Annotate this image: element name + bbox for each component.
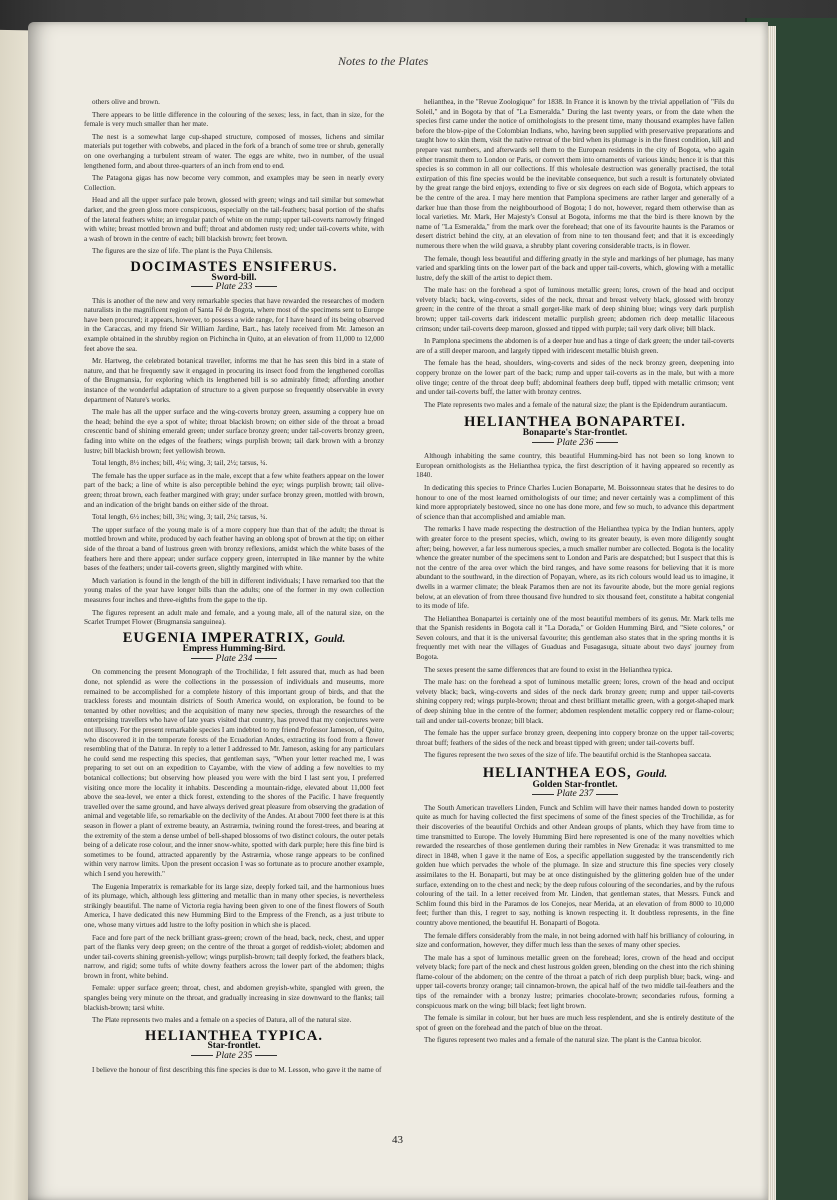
docimastes-heading (84, 258, 384, 293)
paragraph: The South American travellers Linden, Funck and Schlim will have their names handed down to posterity quite as much for having collected the first specimens of some of the finest species of the Trochilidæ, as for their discoveries of the beautiful Orchids and other Andean groups of plants, which they have from time to time transmitted to Europe. The lovely Humming Bird here represented is one of the many novelties which rewarded the researches of those gentlemen during their rambles in New Grenada: it was transmitted to me direct in 1848, when I gave it the name of Eos, a specific appellation suggested by the transcendently rich golden hue which pervades the whole of the plumage. In size and structure this fine species very closely assimilates to the H. Bonaparti, but may be at once distinguished by the glittering golden hue of the under surface, extending on to the chest and neck; by the deep rufous colouring of the secondaries, and by the rufous colouring of the tail. In a letter received from Mr. Linden, that gentleman states, that Messrs. Funck and Schlim found this bird in the Paramos de los Conejos, near Merida, at an elevation of from 8000 to 10,000 feet; further than this, I regret to say, nothing is known respecting it. It doubtless represents, in the fine country above mentioned, the beautiful H. Bonaparti of Bogota. (416, 803, 734, 927)
plate-number: Plate 234 (84, 655, 384, 665)
paragraph: In dedicating this species to Prince Charles Lucien Bonaparte, M. Boissonneau states that he desires to do honour to one of the most learned ornithologists of our time; and never certainly was a compliment of this kind more appropriately bestowed, since no one has done more, and few so much, to advance this department of science than that accomplished and amiable man. (416, 483, 734, 521)
paragraph: The Helianthea Bonapartei is certainly one of the most beautiful members of its genus. Mr. Mark tells me that the Spanish residents in Bogota call it "La Dorada," or Golden Humming Bird, and "Siete colores," or Seven colours, and that it is the universal favourite; this gentleman also states that in the spring months it is frequently met with near the villages of Guaduas and Fusagasuga, situate about two days' journey from Bogota. (416, 614, 734, 662)
paragraph: Although inhabiting the same country, this beautiful Humming-bird has not been so long known to European ornithologists as the Helianthea typica, the first description of it having appeared so recently as 1840. (416, 452, 734, 480)
paragraph: helianthea, in the "Revue Zoologique" for 1838. In France it is known by the trivial appellation of "Fils du Soleil," and in Bogota by that of "La Esmeralda." During the last twenty years, or from the date when the species first came under the notice of ornithologists to the present time, many thousand examples have fallen before the blow-pipe of the Colombian Indians, who, having been supplied with preservative preparations and taught how to skin them, visit the native retreat of the bird when its plumage is in the finest condition, kill and prepare vast numbers, and afterwards sell them to the European residents in the city of Bogota, who again either transmit them to London or Paris, or convert them into ornaments of various kinds; hence it is that this species is so common in all our collections. If this wholesale destruction was generally practised, the total extirpation of this fine species would be the inevitable consequence, but such a result is fortunately obviated by the great range the bird enjoys, extending to five or six degrees on each side of Bogota, which appears to be the centre of the area. I may here mention that Pamplona specimens are rather larger and generally of a darker hue than those from the neighbourhood of Bogota; I do not, however, regard them otherwise than as local varieties. Mr. Mark, Her Majesty's Consul at Bogota, informs me that the bird is there known by the name of "La Esmeralda," from the mark over the forehead; that one of its favourite haunts is the Paramos or desert district behind the city, at an elevation of from nine to ten thousand feet; and that it is exceedingly numerous there when the wild guava, a shrubby plant covering considerable tracts, is in flower. (416, 98, 734, 250)
left-intro-text (84, 98, 384, 257)
paragraph: Face and fore part of the neck brilliant grass-green; crown of the head, back, neck, chest, and upper part of the flanks very deep green; on the centre of the throat a gorget of reddish-violet; abdomen and under tail-coverts shining greenish-yellow; wings purplish-brown; tail deeply forked, the feathers black, narrow, and rigid; some tufts of white downy feathers across the lower part of the abdomen; thighs brown in front, white behind. (84, 933, 384, 980)
typica-heading (84, 1027, 384, 1062)
bonapartei-heading (416, 414, 734, 448)
paragraph: Mr. Hartweg, the celebrated botanical traveller, informs me that he has seen this bird in a state of nature, and that he frequently saw it engaged in procuring its insect food from the lengthened corollas of the Brugmansia, for exploring which its lengthened bill is so admirably fitted; affording another instance of the wonderful adaptation of structure to a given purpose so frequently observable in every department of Nature's works. (84, 357, 384, 404)
paragraph: The female has the upper surface as in the male, except that a few white feathers appear on the lower part of the back; a line of white is also perceptible behind the eye; wings purplish brown; tail olive-green; throat brown, each feather margined with gray; under surface bronzy green, mottled with brown, and an indication of the bright bands on either side of the throat. (84, 471, 384, 509)
common-name: Star-frontlet. (207, 1041, 261, 1052)
paragraph: Head and all the upper surface pale brown, glossed with green; wings and tail similar but somewhat darker, and the green gloss more conspicuous, especially on the tail-feathers; basal portion of the shafts of the lateral feathers white; an irregular patch of white on the rump; upper tail-coverts narrowly fringed with white; breast mottled brown and buff; throat and abdomen rusty red; under tail-coverts white, with a wash of brown in the centre of each; bill blackish brown; feet brown. (84, 196, 384, 243)
plate-number: Plate 236 (416, 439, 734, 449)
paragraph: There appears to be little difference in the colouring of the sexes; less, in fact, than in size, for the female is very much smaller than her mate. (84, 110, 384, 129)
eos-text (416, 804, 734, 1046)
paragraph: The female, though less beautiful and differing greatly in the style and markings of her plumage, has many varied and sparkling tints on the lower part of the back and upper tail-coverts, which, glowing with a metallic lustre, defy the skill of the artist to depict them. (416, 254, 734, 282)
paragraph: The female has the head, shoulders, wing-coverts and sides of the neck bronzy green, deepening into coppery bronze on the lower part of the back; rump and upper tail-coverts as in the male, but with a more olive tinge; centre of the throat deep buff; abdominal feathers deep buff, tipped with metallic crimson; vent and under tail-coverts buff, the latter with bronzy centres. (416, 359, 734, 397)
left-column (84, 98, 384, 1078)
paragraph: In Pamplona specimens the abdomen is of a deeper hue and has a tinge of dark green; the under tail-coverts are of a still deeper maroon, and largely tipped with iridescent metallic bluish green. (416, 337, 734, 355)
paragraph: Total length, 8½ inches; bill, 4¼; wing, 3; tail, 2½; tarsus, ¼. (92, 459, 268, 468)
species-name: EUGENIA IMPERATRIX, Gould. (122, 629, 346, 646)
paragraph: The male has a spot of luminous metallic green on the forehead; lores, crown of the head and occiput velvety black; fore part of the neck and chest lustrous golden green, blending on the chest into the rich shining flame-colour of the abdomen; on the centre of the throat a patch of rich deep purplish blue; back, wing- and upper tail-coverts bronzy orange; tail cinnamon-brown, the apical half of the two middle tail-feathers and the tips of the remainder with a bronzy lustre; primaries chocolate-brown; secondaries rufous, forming a conspicuous mark on the wing; bill black; feet light brown. (416, 953, 734, 1010)
paragraph: Much variation is found in the length of the bill in different individuals; I have remarked too that the young males of the year have longer bills than the adults; one of the former in my own collection measures four inches and three-eighths from the gape to the tip. (84, 576, 384, 604)
typica-text (84, 1066, 384, 1076)
paragraph: The figures represent an adult male and female, and a young male, all of the natural size, on the Scarlet Trumpet Flower (Brugmansia sanguinea). (84, 608, 384, 627)
paragraph: The Plate represents two males and a female on a species of Datura, all of the natural size. (92, 1016, 352, 1025)
common-name: Bonaparte's Star-frontlet. (522, 428, 628, 438)
plate-number: Plate 237 (416, 790, 734, 800)
paragraph: The sexes present the same differences that are found to exist in the Helianthea typica. (424, 665, 673, 674)
paragraph: The male has: on the forehead a spot of luminous metallic green; lores, crown of the head and occiput velvety black; back, wing-coverts and sides of the neck dark bronzy green; rump and upper tail-coverts shining coppery red; wings purple-brown; throat and chest brilliant metallic green, with a gorget-shaped mark of deep shining blue in the centre of the former; abdomen resplendent metallic coppery red or flame-colour; tail and under tail-coverts bronze; bill black. (416, 678, 734, 725)
common-name: Sword-bill. (211, 272, 257, 283)
paragraph: others olive and brown. (92, 98, 160, 106)
common-name: Golden Star-frontlet. (532, 779, 618, 790)
paragraph: On commencing the present Monograph of the Trochilidæ, I felt assured that, much as had been done, not splendid as were the collections in the possession of individuals and museums, more remained to be accomplished for a complete history of this important group of birds, and that the trackless forests and mountain districts of South America would, on exploration, be found to be tenanted by other novelties; and the acquisition of many new species, through the researches of the enterprising travellers who have of late years visited that country, has proved that my conjectures were not illusory. For the present remarkable species I am indebted to my friend Professor Jameson, of Quito, who discovered it in the temperate forests of the Ecuadorian Andes, extracting its food from a flower resembling that of the Daturæ. In reply to a letter I addressed to Mr. Jameson, asking for any particulars he could send me respecting this species, that gentleman says, "When your letter reached me, I was preparing to set out on an expedition to Cayambe, with the view of adding a few novelties to my botanical collections; but observing how pleased you were with the bird I last sent you, I preferred visiting once more the locality it inhabits. Descending a mountain-ridge, elevated about 11,000 feet above the sea-level, we enter a thick forest, extending to the shores of the Pacific. I have frequently travelled over the same ground, and have always derived great pleasure from observing the gradation of animal and vegetable life, so remarkable on the declivity of the Andes. At about 7000 feet there is at this season in flower a plant of extreme beauty, an Astrærnia, twining round the forest-trees, and bearing at the extremity of the stem a dense umbel of bell-shaped blossoms of two distinct colours, the outer petals being of a delicate rose colour, and the inner snow-white, spotted with dark purple; here this fine bird is sometimes to be found, attracted apparently by the Astrærnia, whose range appears to be confined within very narrow limits. Upon the present occasion I was so fortunate as to procure another example, which I send you herewith." (84, 668, 384, 878)
paragraph: The female is similar in colour, but her hues are much less resplendent, and she is entirely destitute of the spot of green on the forehead and the patch of blue on the throat. (416, 1014, 734, 1032)
right-intro-text (416, 98, 734, 410)
eugenia-text (84, 668, 384, 1025)
plate-number: Plate 235 (84, 1052, 384, 1062)
page-number: 43 (392, 1134, 403, 1146)
docimastes-text (84, 297, 384, 628)
paragraph: The nest is a somewhat large cup-shaped structure, composed of mosses, lichens and similar materials put together with cobwebs, and placed in the fork of a branch of some tree or shrub, generally on one overhanging a turbulent stream of water. The eggs are white, two in number, of the usual lengthened form, and about three-quarters of an inch from end to end. (84, 132, 384, 170)
paragraph: The female has the upper surface bronzy green, deepening into coppery bronze on the upper tail-coverts; throat buff; feathers of the sides of the neck and breast tipped with green; under tail-coverts buff. (416, 729, 734, 747)
species-name: HELIANTHEA TYPICA. (144, 1027, 324, 1044)
paragraph: The female differs considerably from the male, in not being adorned with half his brilliancy of colouring, in size and conformation, however, they differ much less than the sexes of many other species. (416, 931, 734, 950)
paragraph: The figures are the size of life. The plant is the Puya Chilensis. (92, 247, 273, 256)
paragraph: The Patagona gigas has now become very common, and examples may be seen in nearly every Collection. (84, 174, 384, 192)
species-name: DOCIMASTES ENSIFERUS. (130, 258, 338, 275)
bonapartei-text (416, 452, 734, 761)
common-name: Empress Humming-Bird. (182, 644, 286, 655)
eugenia-heading (84, 629, 384, 665)
paragraph: The figures represent two males and a female of the natural size. The plant is the Cantua bicolor. (424, 1036, 702, 1045)
plate-number: Plate 233 (84, 283, 384, 293)
species-name: HELIANTHEA EOS, Gould. (482, 765, 668, 781)
paragraph: The remarks I have made respecting the destruction of the Helianthea typica by the Indian hunters, apply with greater force to the present species, which, owing to its greater beauty, is even more diligently sought after; being, however, a far less numerous species, a much smaller number are collected. Bogota is the locality whence the greater number of the specimens sent to London and Paris are despatched; but I suspect that this is not the centre of the area over which the bird ranges, and have some reasons for believing that it is more abundant to the southward, in the direction of Popayan, where, as its rich colours would lead us to imagine, it dwells in a warmer climate; the bleak Paramos then are not its favourite abode, but the more genial regions below, at an elevation of from three thousand five hundred to six thousand feet, constitute a habitat congenial to its mode of life. (416, 525, 734, 611)
paragraph: I believe the honour of first describing this fine species is due to M. Lesson, who gave it the name of (92, 1065, 382, 1074)
paragraph: The male has: on the forehead a spot of luminous metallic green; lores, crown of the head and occiput velvety black; back, wing-coverts, sides of the neck, throat and breast velvety black, glossed with bronzy green; in the centre of the throat a small gorget-like mark of deep shining blue; wings very dark purplish brown; upper tail-coverts dark iridescent metallic purplish green; abdomen rich deep metallic lilaceous crimson; under tail-coverts deep maroon, glossed and tipped with purple; tail very dark olive; bill black. (416, 286, 734, 333)
paragraph: The upper surface of the young male is of a more coppery hue than that of the adult; the throat is mottled brown and white, produced by each feather having an oblong spot of brown at the tip; on either side of the throat a band of lustrous green with bronzy reflexions, amidst which the white bases of the feathers here and there appear; under surface coppery green, interrupted in like manner by the white bases of the feathers; under tail-coverts green, slightly margined with white. (84, 525, 384, 573)
paragraph: The male has all the upper surface and the wing-coverts bronzy green, assuming a coppery hue on the head; behind the eye a spot of white; throat blackish brown; on either side of the throat a broad crescentic band of shining emerald green; under surface bronzy green; under tail-coverts bronzy green, fading into white on the edges of the feathers; wings purplish brown; tail dark brown with a bronzy lustre; bill blackish brown; feet yellowish brown. (84, 408, 384, 455)
paragraph: The figures represent the two sexes of the size of life. The beautiful orchid is the Stanhopea saccata. (424, 751, 712, 760)
paragraph: The Eugenia Imperatrix is remarkable for its large size, deeply forked tail, and the harmonious hues of its plumage, which, although less glittering and metallic than in many other species, is nevertheless strikingly beautiful. The name of Victoria regia having been given to one of the finest flowers of South America, I have dedicated this new Humming Bird to the Empress of the French, as a just tribute to one, whose many virtues add lustre to the lofty position in which she is placed. (84, 882, 384, 929)
species-name: HELIANTHEA BONAPARTEI. (464, 414, 686, 431)
right-column (416, 98, 734, 1049)
paragraph: This is another of the new and very remarkable species that have rewarded the researches of modern naturalists in the magnificent region of Santa Fé de Bogota, where most of the specimens sent to Europe have been procured; it appears, however, to possess a wide range, for I have heard of its being observed in the Caraccas, and my friend Sir William Jardine, Bart., has lately received from Mr. Jameson an example obtained in the shrubby region on Pichincha in Quito, at an elevation of from 11,000 to 12,000 feet above the sea. (84, 296, 384, 353)
paragraph: Total length, 6½ inches; bill, 3¾; wing, 3; tail, 2¼; tarsus, ¼. (92, 513, 268, 522)
paragraph: Female: upper surface green; throat, chest, and abdomen greyish-white, spangled with green, the spangles being very minute on the throat, and gradually increasing in size downward to the flanks; tail blackish-brown; tarsi white. (84, 984, 384, 1012)
paragraph: The Plate represents two males and a female of the natural size; the plant is the Epidendrum aurantiacum. (424, 400, 728, 409)
eos-heading (416, 765, 734, 800)
running-head: Notes to the Plates (338, 54, 429, 68)
